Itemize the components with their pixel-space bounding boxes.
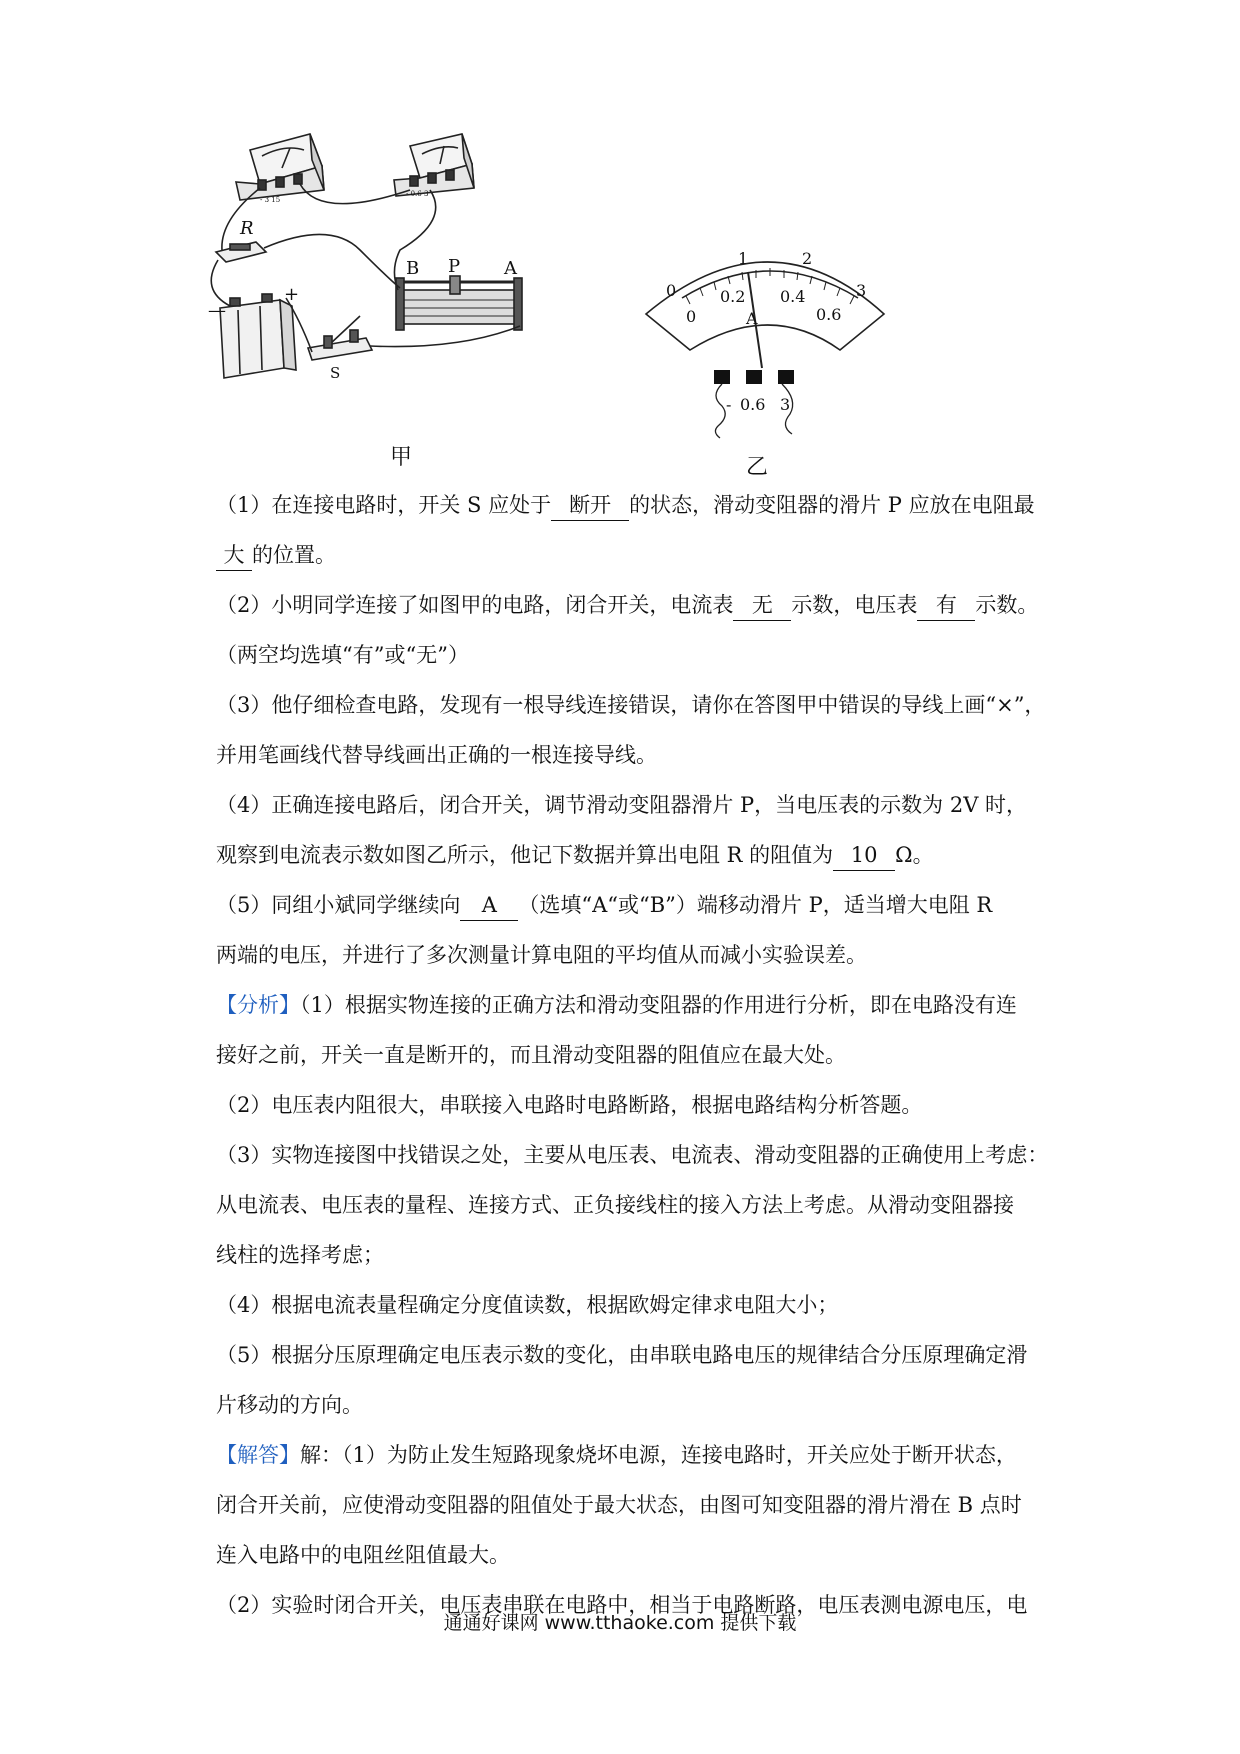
label-p: P — [448, 256, 461, 277]
label-plus: + — [284, 284, 300, 305]
analysis-line-3: （2）电压表内阻很大，串联接入电路时电路断路，根据电路结构分析答题。 — [216, 1093, 923, 1117]
question-3-line-1: （3）他仔细检查电路，发现有一根导线连接错误，请你在答图甲中错误的导线上画“×”， — [216, 693, 1046, 717]
terminal-06-icon — [746, 370, 762, 384]
answer-line-1: 【解答】解：（1）为防止发生短路现象烧坏电源，连接电路时，开关应处于断开状态， — [216, 1443, 1017, 1467]
answer-line-2: 闭合开关前，应使滑动变阻器的阻值处于最大状态，由图可知变阻器的滑片滑在 B 点时 — [216, 1493, 1022, 1517]
answer-line-4: （2）实验时闭合开关，电压表串联在电路中，相当于电路断路，电压表测电源电压，电 — [216, 1593, 1028, 1617]
question-2: （2）小明同学连接了如图甲的电路，闭合开关，电流表 无 示数，电压表 有 示数。 — [216, 580, 1056, 630]
terminal-label-06: 0.6 — [740, 395, 766, 414]
battery-icon — [220, 294, 296, 378]
answer-line-3: 连入电路中的电阻丝阻值最大。 — [216, 1543, 510, 1567]
answer-blank-1: 断开 — [551, 490, 629, 521]
voltmeter-terminals: - 3 15 — [260, 196, 281, 204]
answer-blank-5: 10 — [833, 840, 895, 871]
label-b: B — [406, 258, 420, 279]
question-2-note: （两空均选填“有”或“无”） — [216, 643, 469, 667]
question-4-line-2: 观察到电流表示数如图乙所示，他记下数据并算出电阻 R 的阻值为 10 Ω。 — [216, 830, 1056, 880]
analysis-line-5: 从电流表、电压表的量程、连接方式、正负接线柱的接入方法上考虑。从滑动变阻器接 — [216, 1193, 1014, 1217]
answer-blank-3: 无 — [733, 590, 791, 621]
rheostat-icon — [396, 276, 522, 330]
analysis-line-1: 【分析】（1）根据实物连接的正确方法和滑动变阻器的作用进行分析，即在电路没有连 — [216, 993, 1017, 1017]
terminal-label-minus: - — [726, 395, 732, 414]
question-3-line-2: 并用笔画线代替导线画出正确的一根连接导线。 — [216, 743, 657, 767]
answer-blank-2: 大 — [216, 540, 252, 571]
outer-scale-3: 3 — [856, 281, 867, 300]
unit-label: A — [746, 309, 758, 328]
analysis-tag: 【分析】 — [216, 993, 300, 1017]
inner-scale-06: 0.6 — [816, 305, 842, 324]
inner-scale-04: 0.4 — [780, 287, 806, 306]
question-5-line-2: 两端的电压，并进行了多次测量计算电阻的平均值从而减小实验误差。 — [216, 943, 867, 967]
label-minus: — — [208, 300, 226, 321]
ammeter-dial-figure-yi — [630, 220, 910, 460]
question-5-line-1: （5）同组小斌同学继续向 A （选填“A“或“B”）端移动滑片 P，适当增大电阻 R — [216, 880, 1056, 930]
label-a: A — [504, 258, 517, 279]
caption-jia: 甲 — [390, 445, 413, 470]
label-r: R — [240, 218, 254, 239]
analysis-line-8: （5）根据分压原理确定电压表示数的变化，由串联电路电压的规律结合分压原理确定滑 — [216, 1343, 1028, 1367]
switch-icon — [308, 316, 372, 360]
terminal-3-icon — [778, 370, 794, 384]
terminal-label-3: 3 — [780, 395, 791, 414]
caption-yi: 乙 — [746, 455, 769, 480]
analysis-line-2: 接好之前，开关一直是断开的，而且滑动变阻器的阻值应在最大处。 — [216, 1043, 846, 1067]
circuit-figure-jia — [200, 130, 620, 450]
analysis-line-7: （4）根据电流表量程确定分度值读数，根据欧姆定律求电阻大小； — [216, 1293, 839, 1317]
question-content — [216, 480, 1056, 1630]
question-4-line-1: （4）正确连接电路后，闭合开关，调节滑动变阻器滑片 P，当电压表的示数为 2V 时， — [216, 793, 1028, 817]
inner-scale-0: 0 — [686, 307, 697, 326]
question-1: （1）在连接电路时，开关 S 应处于 断开 的状态，滑动变阻器的滑片 P 应放在电阻最 — [216, 480, 1056, 530]
voltmeter-icon — [236, 134, 324, 200]
terminal-minus-icon — [714, 370, 730, 384]
ammeter-icon — [394, 134, 474, 196]
outer-scale-1: 1 — [738, 249, 749, 268]
figures — [200, 130, 960, 480]
page-footer: 通通好课网 www.tthaoke.com 提供下载 — [443, 1612, 797, 1634]
question-1-cont: 大 的位置。 — [216, 530, 1056, 580]
answer-blank-4: 有 — [917, 590, 975, 621]
answer-blank-6: A — [460, 890, 518, 921]
analysis-line-9: 片移动的方向。 — [216, 1393, 363, 1417]
inner-scale-02: 0.2 — [720, 287, 746, 306]
answer-tag: 【解答】 — [216, 1443, 300, 1467]
outer-scale-0: 0 — [666, 281, 677, 300]
resistor-icon — [216, 242, 266, 262]
ammeter-terminals: - 0.6 3 — [406, 190, 429, 198]
analysis-line-4: （3）实物连接图中找错误之处，主要从电压表、电流表、滑动变阻器的正确使用上考虑： — [216, 1143, 1049, 1167]
analysis-line-6: 线柱的选择考虑； — [216, 1243, 384, 1267]
outer-scale-2: 2 — [802, 249, 813, 268]
label-s: S — [330, 364, 341, 382]
